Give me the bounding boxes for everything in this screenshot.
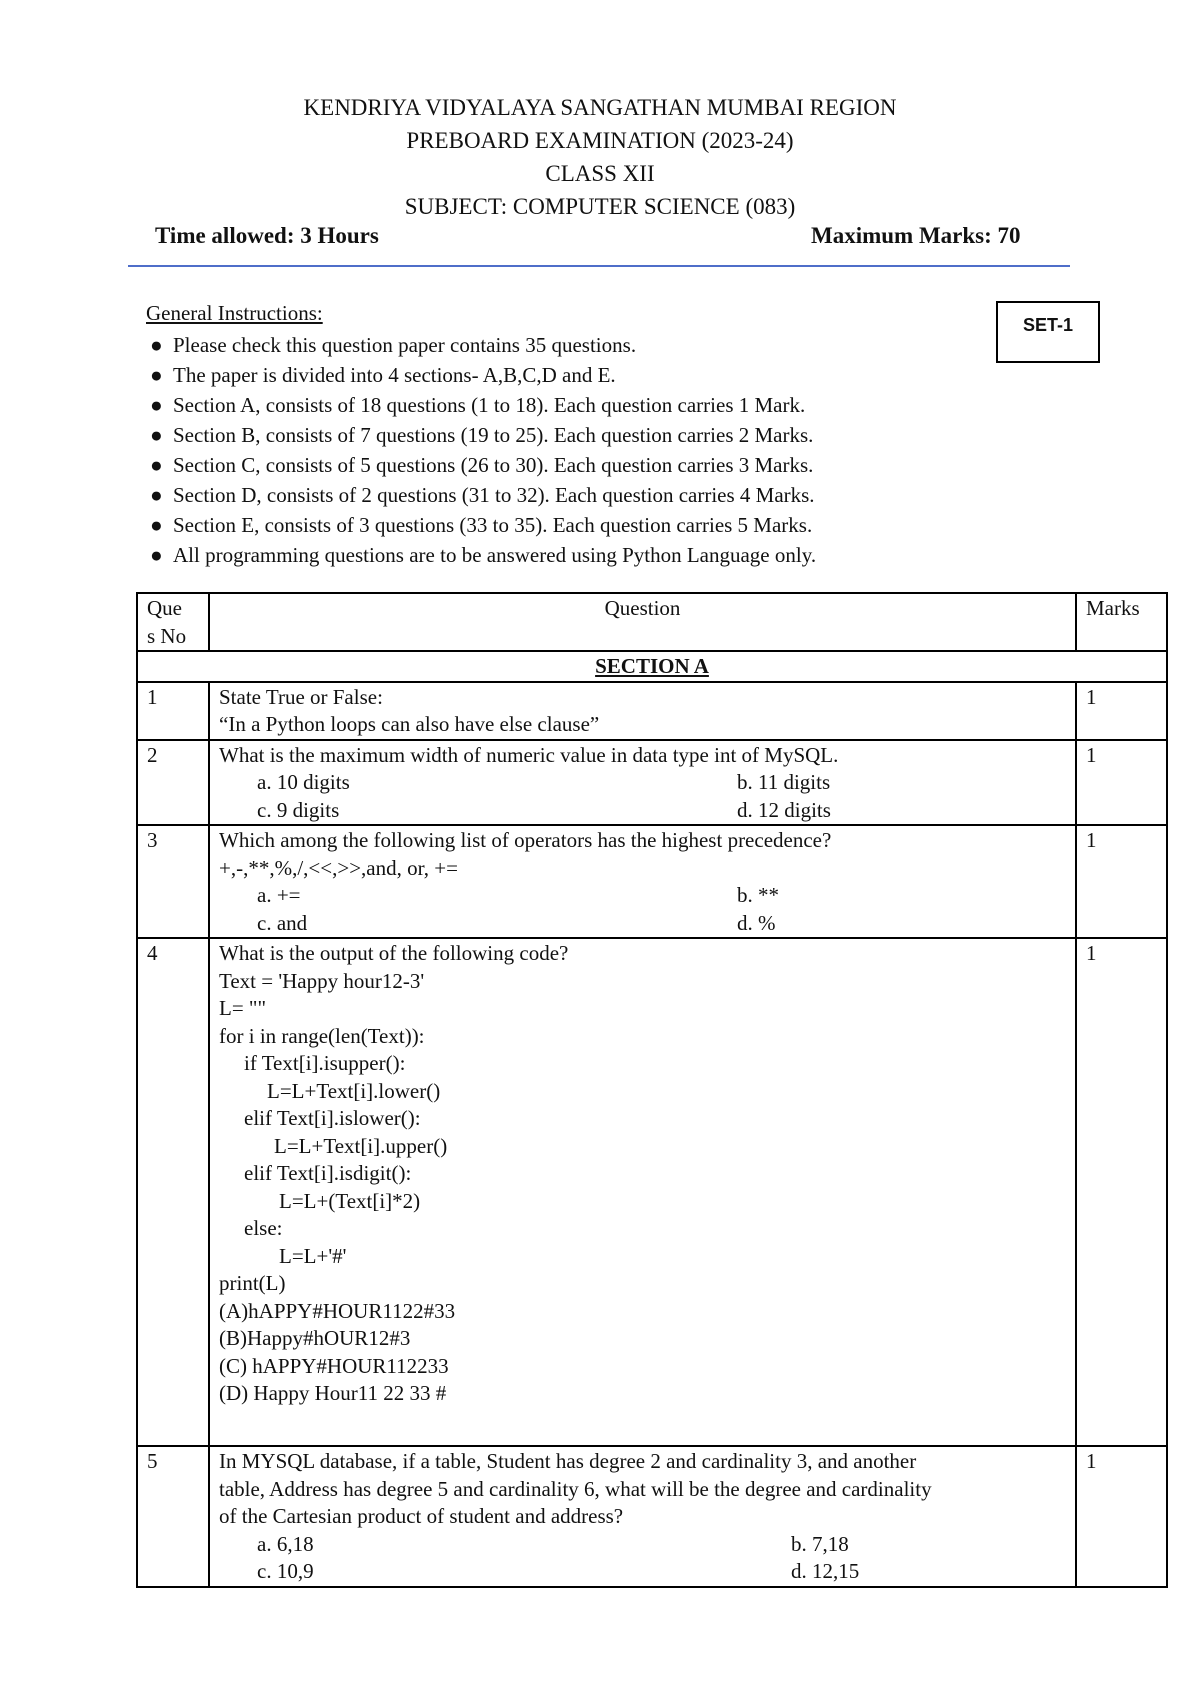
option-b: b. **: [737, 883, 779, 907]
table-row: [137, 682, 1167, 740]
instruction-item: ● All programming questions are to be answered using Python Language only.: [146, 540, 816, 570]
header-class: CLASS XII: [545, 161, 655, 186]
table-row: [137, 1446, 1167, 1587]
question-text: What is the output of the following code? Text = 'Happy hour12-3' L= "" for i in range(len(Text)): if Text[i].isupper(): L=L+Text[i].lower() elif Text[i].islower(): L=L+Text[i].upper() elif Text[i].isdigit(): L=L+(Text[i]*2) else: L=L+'#' print(L) (A)hAPPY#HOUR1122#33 (B)Happy#hOUR12#3 (C) hAPPY#HOUR112233 (D) Happy Hour11 22 33 #: [209, 938, 1076, 1446]
bullet-icon: ●: [150, 453, 163, 477]
table-row: [137, 938, 1167, 1446]
question-marks: 1: [1076, 1446, 1167, 1587]
bullet-icon: ●: [150, 483, 163, 507]
question-text: Which among the following list of operators has the highest precedence? +,-,**,%,/,<<,>>,and, or, += a. += b. ** c. and d. %: [209, 825, 1076, 938]
instructions-title: General Instructions:: [146, 301, 323, 325]
option-c: c. and: [257, 910, 308, 935]
question-marks: 1: [1076, 740, 1167, 826]
table-row: [137, 825, 1167, 938]
question-text: What is the maximum width of numeric value in data type int of MySQL. a. 10 digits b. 11 digits c. 9 digits d. 12 digits: [209, 740, 1076, 826]
header-question: Question: [209, 593, 1076, 651]
question-text: In MYSQL database, if a table, Student has degree 2 and cardinality 3, and another table, Address has degree 5 and cardinality 6, what will be the degree and cardinality of the Cartesian product of student and address? a. 6,18 b. 7,18 c. 10,9 d. 12,15: [209, 1446, 1076, 1587]
question-number: 3: [137, 825, 209, 938]
section-a-title: SECTION A: [137, 651, 1167, 682]
instruction-item: ● Section B, consists of 7 questions (19 to 25). Each question carries 2 Marks.: [146, 420, 816, 450]
instruction-item: ● Section C, consists of 5 questions (26 to 30). Each question carries 3 Marks.: [146, 450, 816, 480]
option-b: b. 11 digits: [737, 770, 831, 794]
bullet-icon: ●: [150, 393, 163, 417]
question-number: 5: [137, 1446, 209, 1587]
question-number: 1: [137, 682, 209, 740]
header-marks: Marks: [1076, 593, 1167, 651]
instruction-item: ● Section D, consists of 2 questions (31 to 32). Each question carries 4 Marks.: [146, 480, 816, 510]
option-b: b. 7,18: [791, 1531, 849, 1556]
instruction-item: ● The paper is divided into 4 sections- A,B,C,D and E.: [146, 360, 816, 390]
section-row: [137, 651, 1167, 682]
option-d: d. %: [737, 910, 776, 935]
question-number: 4: [137, 938, 209, 1446]
time-allowed: Time allowed: 3 Hours: [155, 223, 379, 248]
header-school: KENDRIYA VIDYALAYA SANGATHAN MUMBAI REGION: [303, 95, 897, 120]
option-d: d. 12,15: [791, 1559, 860, 1583]
instruction-item: ● Please check this question paper contains 35 questions.: [146, 330, 816, 360]
bullet-icon: ●: [150, 363, 163, 387]
question-marks: 1: [1076, 825, 1167, 938]
option-a: a. 10 digits: [257, 770, 350, 794]
header-subject: SUBJECT: COMPUTER SCIENCE (083): [404, 194, 796, 219]
question-number: 2: [137, 740, 209, 826]
question-marks: 1: [1076, 938, 1167, 1446]
instructions-list: [146, 330, 816, 570]
bullet-icon: ●: [150, 543, 163, 567]
option-c: c. 10,9: [257, 1559, 314, 1583]
table-header-row: [137, 593, 1167, 651]
option-c: c. 9 digits: [257, 797, 340, 822]
option-d: d. 12 digits: [737, 797, 831, 822]
header-divider: [128, 265, 1070, 267]
option-a: a. 6,18: [257, 1531, 314, 1556]
instruction-item: ● Section A, consists of 18 questions (1 to 18). Each question carries 1 Mark.: [146, 390, 816, 420]
table-row: [137, 740, 1167, 826]
question-marks: 1: [1076, 682, 1167, 740]
bullet-icon: ●: [150, 333, 163, 357]
header-qno: Que s No: [137, 593, 209, 651]
maximum-marks: Maximum Marks: 70: [811, 223, 1021, 248]
bullet-icon: ●: [150, 423, 163, 447]
instruction-item: ● Section E, consists of 3 questions (33 to 35). Each question carries 5 Marks.: [146, 510, 816, 540]
question-text: State True or False: “In a Python loops can also have else clause”: [209, 682, 1076, 740]
option-a: a. +=: [257, 883, 301, 907]
question-table: [136, 592, 1168, 1588]
bullet-icon: ●: [150, 513, 163, 537]
header-exam: PREBOARD EXAMINATION (2023-24): [406, 128, 794, 153]
set-label: SET-1: [996, 301, 1100, 363]
